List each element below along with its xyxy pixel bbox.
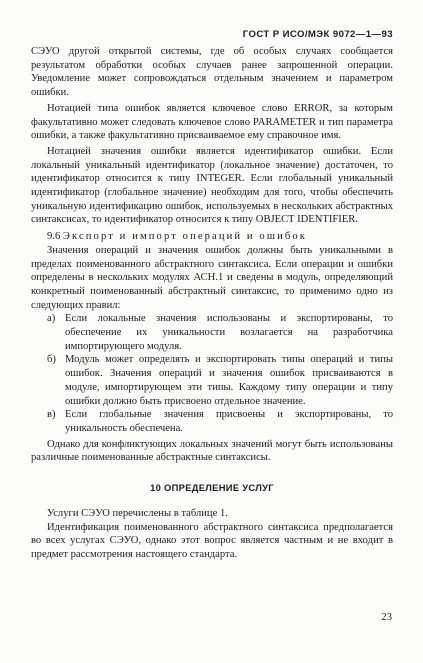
paragraph-error-value-notation: Нотацией значения ошибки является идентификатор ошибки. Если локальный уникальный идентификатор (локальное значение) достаточен, то идентификатор относится к типу INTEGER. Если глобальный уникальный идентификатор (глобальное значение) необходим для того, чтобы обеспечить уникальную идентификацию ошибок, используемых в нескольких абстрактных синтаксисах, то идентификатор относится к типу OBJECT IDENTIFIER. (31, 145, 393, 226)
list-item (31, 353, 393, 408)
list-item-text: Если глобальные значения присвоены и экспортированы, то уникальность обеспечена. (65, 409, 393, 434)
paragraph-conflicting-values: Однако для конфликтующих локальных значений могут быть использованы различные поименованные абстрактные синтаксисы. (31, 438, 393, 464)
section-heading-10: 10 ОПРЕДЕЛЕНИЕ УСЛУГ (150, 482, 274, 494)
list-item (31, 312, 393, 353)
section-heading-9-6 (31, 230, 393, 244)
paragraph-notification: СЭУО другой открытой системы, где об особых случаях сообщается результатом обработки особых случаев ранее запрошенной операции. Уведомление может сопровождаться отдельным значением и параметром ошибки. (31, 46, 393, 99)
list-item (31, 408, 393, 435)
section-number: 9.6 (47, 231, 61, 243)
list-marker: а) (47, 313, 56, 325)
paragraph-error-type-notation: Нотацией типа ошибок является ключевое слово ERROR, за которым факультативно может следовать ключевое слово PARAMETER и тип параметра ошибки, а также факультативно присваиваемое ему справочное имя. (31, 102, 393, 142)
page-body (31, 45, 393, 562)
list-marker: б) (47, 354, 56, 366)
list-item-text: Модуль может определять и экспортировать типы операций и типы ошибок. Значения операций и значения ошибок присваиваются в модуле, импортирующем эти типы. Каждому типу операции и типу ошибки должно быть присвоено отдельное значение. (65, 354, 393, 407)
list-item-text: Если локальные значения использованы и экспортированы, то обеспечение их уникальности возлагается на разработчика импортирующего модуля. (65, 313, 393, 352)
rules-list (31, 312, 393, 435)
paragraph-uniqueness: Значения операций и значения ошибок должны быть уникальными в пределах поименованного абстрактного синтаксиса. Если операции и ошибки определены в нескольких модулях АСН.1 и сведены в модуль, определяющий конкретный поименованный абстрактный синтаксис, то применимо одно из следующих правил: (31, 244, 393, 311)
page-number: 23 (381, 612, 392, 623)
paragraph-services-list: Услуги СЭУО перечислены в таблице 1. (47, 507, 228, 519)
list-marker: в) (47, 409, 56, 421)
section-title: Экспорт и импорт операций и ошибок (62, 231, 307, 243)
paragraph-syntax-identification: Идентификация поименованного абстрактного синтаксиса предполагается во всех услугах СЭУО, однако этот вопрос является частным и не входит в предмет рассмотрения настоящего стандарта. (31, 521, 393, 560)
running-header: ГОСТ Р ИСО/МЭК 9072—1—93 (242, 29, 393, 40)
